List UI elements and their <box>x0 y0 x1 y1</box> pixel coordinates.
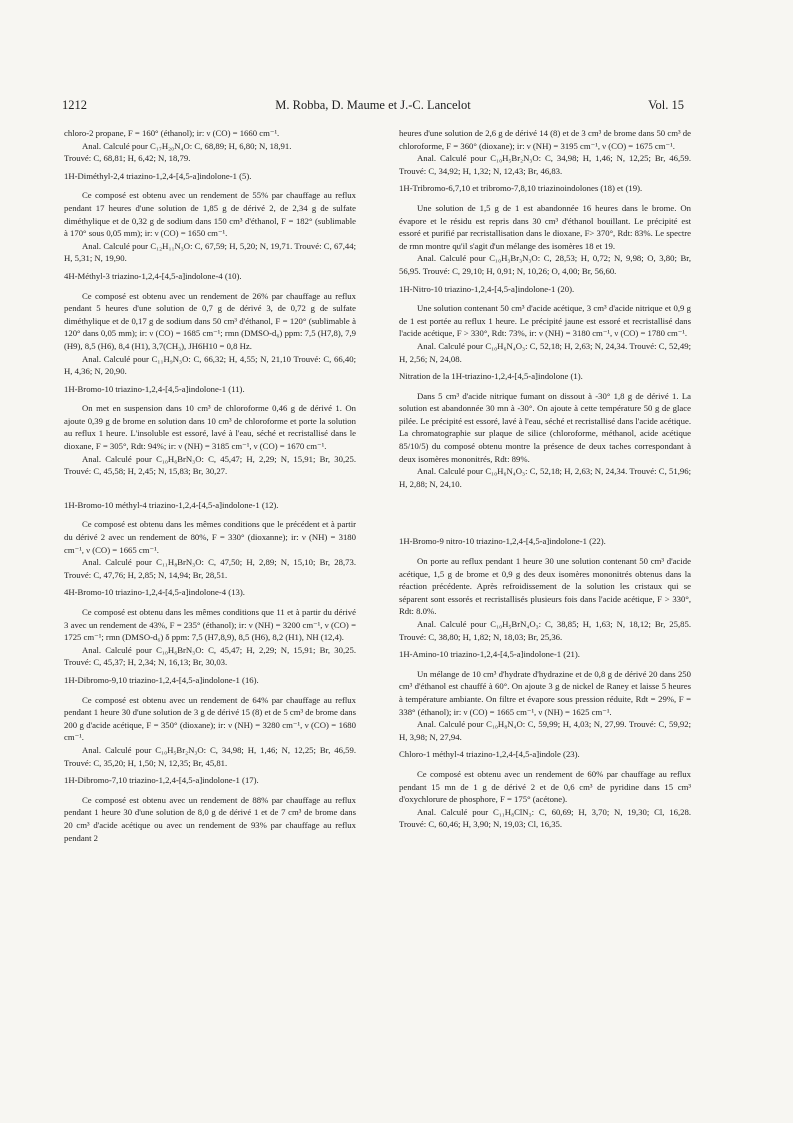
analysis-line: Anal. Calculé pour C₁₀H₅Br₂N₃O: C, 34,98; H, 1,46; N, 12,25; Br, 46,59. Trouvé: C, 34,92; H, 1,32; N, 12,43; Br, 46,83. <box>399 153 691 176</box>
compound-heading: 1H-Bromo-10 triazino-1,2,4-[4,5-a]indolone-1 (11). <box>64 383 245 394</box>
analysis-line: Anal. Calculé pour C₁₂H₁₁N₃O: C, 67,59; H, 5,20; N, 19,71. Trouvé: C, 67,44; H, 5,31; N, 19,90. <box>64 240 356 264</box>
paragraph: Ce composé est obtenu avec un rendement de 55% par chauffage au reflux pendant 17 heures d'une solution de 1,85 g de dérivé 2, de 2,34 g de sulfate diméthylique et de 0,32 g de sodium dans 150 cm³ d'éthanol, F = 182° (sublimable à 170° sous 0,05 mm); ir: ν (CO) = 1650 cm⁻¹. <box>64 190 356 239</box>
compound-heading: 1H-Bromo-10 méthyl-4 triazino-1,2,4-[4,5-a]indolone-1 (12). <box>64 499 279 510</box>
page-number: 1212 <box>62 98 87 112</box>
paragraph: Une solution de 1,5 g de 1 est abandonnée 16 heures dans le brome. On évapore et le résidu est repris dans 30 cm³ d'éthanol bouillant. Le précipité est essoré et purifié par recristallisation dans le dioxane, F> 370°, Rdt: 83%. Le spectre de rmn montre qu'il s'agit d'un mélange des isomères 18 et 19. <box>399 202 691 251</box>
compound-heading: 4H-Méthyl-3 triazino-1,2,4-[4,5-a]indolone-4 (10). <box>64 270 242 281</box>
analysis-line: Anal. Calculé pour C₁₀H₅BrN₄O₃: C, 38,85; H, 1,63; N, 18,12; Br, 25,85. Trouvé: C, 38,80; H, 1,82; N, 18,03; Br, 25,36. <box>399 619 691 642</box>
paragraph: heures d'une solution de 2,6 g de dérivé 14 (8) et de 3 cm³ de brome dans 50 cm³ de chloroforme, F = 360° (dioxane); ir: ν (NH) = 3195 cm⁻¹, ν (CO) = 1675 cm⁻¹. <box>399 128 691 151</box>
left-column <box>64 127 356 844</box>
running-head-authors: M. Robba, D. Maume et J.-C. Lancelot <box>275 98 471 112</box>
paragraph: Trouvé: C, 68,81; H, 6,42; N, 18,79. <box>64 153 191 164</box>
compound-heading: 1H-Tribromo-6,7,10 et tribromo-7,8,10 triazinoindolones (18) et (19). <box>399 183 643 194</box>
paragraph: chloro-2 propane, F = 160° (éthanol); ir: ν (CO) = 1660 cm⁻¹. <box>64 128 280 138</box>
analysis-line: Anal. Calculé pour C₁₀H₅Br₂N₃O: C, 34,98; H, 1,46; N, 12,25; Br, 46,59. Trouvé: C, 35,20; H, 1,50; N, 12,35; Br, 45,81. <box>64 744 356 768</box>
analysis-line: Anal. Calculé pour C₁₀H₆N₄O₃: C, 52,18; H, 2,63; N, 24,34. Trouvé: C, 52,49; H, 2,56; N, 24,08. <box>399 340 691 364</box>
compound-heading: 1H-Dibromo-9,10 triazino-1,2,4-[4,5-a]indolone-1 (16). <box>64 674 259 685</box>
compound-heading: 1H-Amino-10 triazino-1,2,4-[4,5-a]indolone-1 (21). <box>399 649 580 660</box>
compound-heading: 1H-Nitro-10 triazino-1,2,4-[4,5-a]indolone-1 (20). <box>399 283 575 294</box>
paragraph: On porte au reflux pendant 1 heure 30 une solution contenant 50 cm³ d'acide acétique, 1,5 g de brome et 0,9 g des deux isomères mononitrés obtenus dans la réaction précédente. Après refroidissement de la solution les cristaux qui se séparent sont essorés et recristallisés plusieurs fois dans l'acide acétique, F > 330°, Rdt: 8.0%. <box>399 556 691 617</box>
analysis-line: Anal. Calculé pour C₁₀H₃Br₃N₃O: C, 28,53; H, 0,72; N, 9,98; O, 3,80; Br, 56,95. Trouvé: C, 29,10; H, 0,91; N, 10,26; O, 4,00; Br, 56,60. <box>399 253 691 276</box>
compound-heading: Chloro-1 méthyl-4 triazino-1,2,4-[4,5-a]indole (23). <box>399 749 580 760</box>
paragraph: Une solution contenant 50 cm³ d'acide acétique, 3 cm³ d'acide nitrique et 0,9 g de 1 est portée au reflux 1 heure. Le précipité jaune est essoré et recristallisé dans l'acide acétique, F > 330°, Rdt: 73%, ir: ν (NH) = 3180 cm⁻¹, ν (CO) = 1780 cm⁻¹. <box>399 303 691 339</box>
running-header <box>62 98 684 114</box>
analysis-line: Anal. Calculé pour C₁₀H₆N₄O₃: C, 52,18; H, 2,63; N, 24,34. Trouvé: C, 51,96; H, 2,88; N, 24,10. <box>399 466 691 489</box>
compound-heading: 1H-Bromo-9 nitro-10 triazino-1,2,4-[4,5-a]indolone-1 (22). <box>399 536 606 547</box>
paragraph: Un mélange de 10 cm³ d'hydrate d'hydrazine et de 0,8 g de dérivé 20 dans 250 cm³ d'éthanol est chauffé à 60°. On ajoute 3 g de nickel de Raney et laisse 5 heures à température ambiante. On filtre et évapore sous pression réduite, Rdt = 29%, F = 338° (éthanol); ir: ν (CO) = 1665 cm⁻¹, ν (NH) = 1625 cm⁻¹. <box>399 668 691 717</box>
analysis-line: Anal. Calculé pour C₁₁H₉N₃O: C, 66,32; H, 4,55; N, 21,10 Trouvé: C, 66,40; H, 4,36; N, 20,90. <box>64 353 356 377</box>
right-column <box>399 127 691 831</box>
compound-heading: 1H-Dibromo-7,10 triazino-1,2,4-[4,5-a]indolone-1 (17). <box>64 775 259 786</box>
paragraph: On met en suspension dans 10 cm³ de chloroforme 0,46 g de dérivé 1. On ajoute 0,39 g de brome en solution dans 10 cm³ de chloroforme et porte la solution au reflux 1 heure. L'insoluble est essoré, lavé à l'eau, séché et recristallisé dans le dioxane, F = 305°, Rdt: 94%; ir: ν (NH) = 3185 cm⁻¹, ν (CO) = 1670 cm⁻¹. <box>64 403 356 452</box>
paragraph: Ce composé est obtenu avec un rendement de 26% par chauffage au reflux pendant 5 heures d'une solution de 0,7 g de dérivé 3, de 0,72 g de sulfate diméthylique et de 0,17 g de sodium dans 50 cm³ d'éthanol, F = 120° (sublimable à 120° dans 0,05 mm); ir: ν (CO) = 1685 cm⁻¹; rmn (DMSO-d₆) ppm: 7,5 (H7,8), 7,9 (H9), 8,5 (H6), 8,4 (H1), 3,7(CH₃), JH6H10 = 0,8 Hz. <box>64 290 356 351</box>
paragraph: Dans 5 cm³ d'acide nitrique fumant on dissout à -30° 1,8 g de dérivé 1. La solution est abandonnée 30 mn à -30°. On ajoute à cette température 50 g de glace pilée. Le précipité est essoré, lavé à l'eau, séché et recristallisé dans l'acide acétique. La chromatographie sur plaque de silice (chloroforme, méthanol, acide acétique 85/10/5) du composé obtenu montre la présence de deux taches correspondant à deux isomères mononitrés, Rdt: 89%. <box>399 390 691 464</box>
volume-label: Vol. 15 <box>648 98 684 112</box>
paragraph: Ce composé est obtenu dans les mêmes conditions que 11 et à partir du dérivé 3 avec un rendement de 43%, F = 235° (éthanol); ir: ν (NH) = 3200 cm⁻¹, ν (CO) = 1725 cm⁻¹; rmn (DMSO-d₆) δ ppm: 7,5 (H7,8,9), 8,5 (H6), 8,2 (H1), NH (12,4). <box>64 607 356 643</box>
paragraph: Ce composé est obtenu dans les mêmes conditions que le précédent et à partir du dérivé 2 avec un rendement de 80%, F = 330° (dioxanne); ir: ν (NH) = 3180 cm⁻¹, ν (CO) = 1665 cm⁻¹. <box>64 519 356 555</box>
analysis-line: Anal. Calculé pour C₁₁H₈ClN₃: C, 60,69; H, 3,70; N, 19,30; Cl, 16,28. Trouvé: C, 60,46; H, 3,90; N, 19,03; Cl, 16,35. <box>399 806 691 830</box>
paragraph: Ce composé est obtenu avec un rendement de 64% par chauffage au reflux pendant 1 heure 30 d'une solution de 3 g de dérivé 15 (8) et de 5 cm³ de brome dans 200 g d'acide acétique, F = 350° (dioxane); ir: ν (NH) = 3280 cm⁻¹, ν (CO) = 1680 cm⁻¹. <box>64 694 356 743</box>
section-heading: Nitration de la 1H-triazino-1,2,4-[4,5-a]indolone (1). <box>399 371 583 382</box>
analysis-line: Anal. Calculé pour C₁₇H₂₀N₄O: C, 68,89; H, 6,80; N, 18,91. <box>82 140 292 151</box>
paragraph: Ce composé est obtenu avec un rendement de 60% par chauffage au reflux pendant 15 mn de 1 g de dérivé 2 et de 0,6 cm³ de pyridine dans 15 cm³ d'oxychlorure de phosphore, F = 175° (acétone). <box>399 768 691 805</box>
analysis-line: Anal. Calculé pour C₁₀H₈N₄O: C, 59,99; H, 4,03; N, 27,99. Trouvé: C, 59,92; H, 3,98; N, 27,94. <box>399 719 691 742</box>
compound-heading: 1H-Diméthyl-2,4 triazino-1,2,4-[4,5-a]indolone-1 (5). <box>64 170 252 181</box>
compound-heading: 4H-Bromo-10 triazino-1,2,4-[4,5-a]indolone-4 (13). <box>64 587 245 598</box>
analysis-line: Anal. Calculé pour C₁₁H₈BrN₃O: C, 47,50; H, 2,89; N, 15,10; Br, 28,73. Trouvé: C, 47,76; H, 2,85; N, 14,94; Br, 28,51. <box>64 557 356 580</box>
paragraph: Ce composé est obtenu avec un rendement de 88% par chauffage au reflux pendant 1 heure 30 d'une solution de 8,0 g de dérivé 1 et de 7 cm³ de brome dans 20 cm³ d'acide acétique ou avec un rendement de 93% par chauffage au reflux pendant 2 <box>64 794 356 843</box>
analysis-line: Anal. Calculé pour C₁₀H₆BrN₃O: C, 45,47; H, 2,29; N, 15,91; Br, 30,25. Trouvé: C, 45,58; H, 2,45; N, 15,83; Br, 30,27. <box>64 453 356 477</box>
analysis-line: Anal. Calculé pour C₁₀H₆BrN₃O: C, 45,47; H, 2,29; N, 15,91; Br, 30,25. Trouvé: C, 45,37; H, 2,34; N, 16,13; Br, 30,03. <box>64 644 356 668</box>
